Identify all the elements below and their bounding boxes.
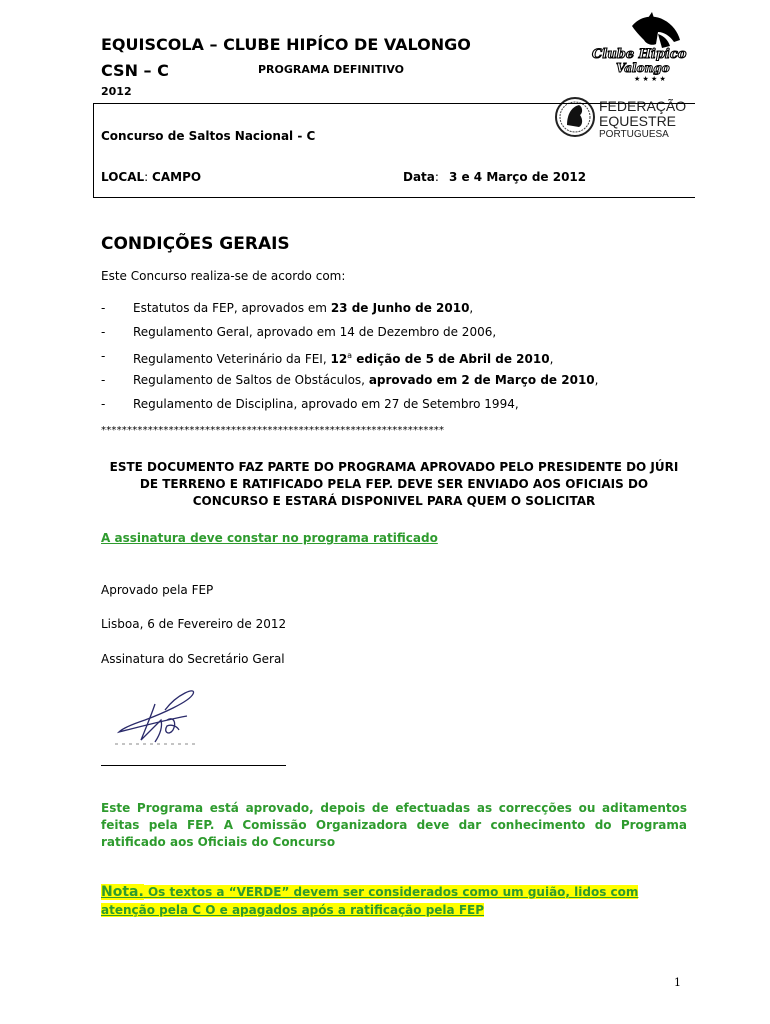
- list-dash: -: [101, 373, 106, 387]
- date-label: Data: [403, 170, 435, 184]
- date-value: 3 e 4 Março de 2012: [448, 170, 587, 184]
- location-line: [101, 170, 201, 184]
- approved-by: Aprovado pela FEP: [101, 583, 214, 597]
- list-dash: -: [101, 349, 106, 363]
- separator-stars: ******************************************************************: [101, 425, 445, 436]
- list-dash: -: [101, 397, 106, 411]
- svg-text:Valongo: Valongo: [616, 61, 670, 75]
- location-colon: :: [144, 170, 153, 184]
- page-number: 1: [674, 976, 681, 989]
- competition-name: Concurso de Saltos Nacional - C: [101, 129, 316, 143]
- svg-text:FEDERAÇÃO: FEDERAÇÃO: [599, 98, 687, 114]
- competition-class: CSN – C: [101, 61, 169, 80]
- location-label: LOCAL: [101, 170, 145, 184]
- signature-image: [105, 680, 225, 750]
- organizer-title: EQUISCOLA – CLUBE HIPÍCO DE VALONGO: [101, 35, 471, 54]
- item-text: Regulamento Veterinário da FEI,: [133, 352, 331, 366]
- svg-text:PORTUGUESA: PORTUGUESA: [599, 129, 669, 140]
- item-text: Regulamento de Saltos de Obstáculos,: [133, 373, 369, 387]
- item-bold: 12: [330, 352, 348, 366]
- list-item: [101, 348, 701, 372]
- date-colon: :: [434, 170, 439, 184]
- list-item: [101, 372, 701, 396]
- approval-paragraph: Este Programa está aprovado, depois de efectuadas as correcções ou aditamentos feitas pela FEP. A Comissão Organizadora deve dar conhecimento do Programa ratificado aos Oficiais do Concurso: [101, 801, 687, 849]
- svg-text:★ ★ ★ ★: ★ ★ ★ ★: [634, 75, 666, 82]
- date-line: [403, 170, 586, 184]
- item-bold: aprovado em 2 de Março de 2010: [368, 373, 595, 387]
- svg-text:EQUESTRE: EQUESTRE: [599, 113, 677, 129]
- location-value: CAMPO: [152, 170, 202, 184]
- list-item: [101, 300, 701, 324]
- item-tail: ,: [469, 301, 474, 315]
- note-label: Nota.: [101, 884, 144, 900]
- signature-label: Assinatura do Secretário Geral: [101, 652, 285, 666]
- item-bold: edição de 5 de Abril de 2010: [352, 352, 550, 366]
- section-heading: CONDIÇÕES GERAIS: [101, 234, 290, 254]
- list-dash: -: [101, 301, 106, 315]
- intro-text: Este Concurso realiza-se de acordo com:: [101, 269, 346, 283]
- note-text: Os textos a “VERDE” devem ser considerados como um guião, lidos com atenção pela C O e apagados após a ratificação pela FEP: [101, 885, 639, 917]
- signature-line: [101, 765, 286, 766]
- item-text: Estatutos da FEP, aprovados em: [133, 301, 331, 315]
- list-dash: -: [101, 325, 106, 339]
- program-status: PROGRAMA DEFINITIVO: [258, 63, 405, 76]
- item-bold: 23 de Junho de 2010: [330, 301, 470, 315]
- svg-text:Clube Hipico: Clube Hipico: [592, 47, 687, 62]
- regulations-list: [101, 300, 701, 420]
- note-paragraph: [101, 883, 689, 919]
- list-item: [101, 324, 701, 348]
- document-notice: ESTE DOCUMENTO FAZ PARTE DO PROGRAMA APROVADO PELO PRESIDENTE DO JÚRI DE TERRENO E RATIFICADO PELA FEP. DEVE SER ENVIADO AOS OFICIAIS DO CONCURSO E ESTARÁ DISPONIVEL PARA QUEM O SOLICITAR: [109, 460, 679, 508]
- club-logo: [588, 10, 710, 82]
- item-text: Regulamento de Disciplina, aprovado em 27 de Setembro 1994,: [133, 397, 519, 411]
- list-item: [101, 396, 701, 420]
- item-tail: ,: [594, 373, 599, 387]
- item-text: Regulamento Geral, aprovado em 14 de Dezembro de 2006,: [133, 325, 497, 339]
- item-sup: a: [347, 351, 353, 360]
- item-tail: ,: [549, 352, 554, 366]
- signature-note: A assinatura deve constar no programa ratificado: [101, 531, 438, 545]
- place-date: Lisboa, 6 de Fevereiro de 2012: [101, 617, 287, 631]
- year-label: 2012: [101, 85, 132, 98]
